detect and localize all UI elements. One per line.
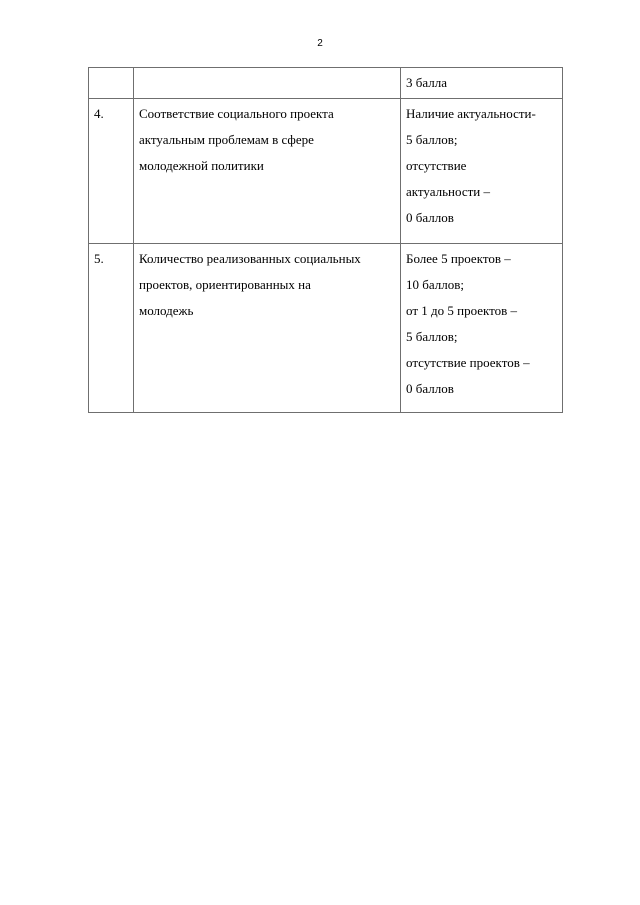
criterion-line: молодежь [139, 303, 194, 318]
score-line: 0 баллов [406, 381, 454, 396]
cell-score [401, 244, 563, 413]
cell-number: 5. [89, 244, 134, 413]
score-line: 3 балла [406, 75, 447, 90]
score-line: Наличие актуальности- [406, 106, 536, 121]
criterion-line: Количество реализованных социальных [139, 251, 361, 266]
table-row-continuation [89, 68, 563, 99]
score-line: 5 баллов; [406, 132, 458, 147]
score-line: отсутствие проектов – [406, 355, 530, 370]
score-line: актуальности – [406, 184, 490, 199]
criterion-line: актуальным проблемам в сфере [139, 132, 314, 147]
score-line: 5 баллов; [406, 329, 458, 344]
criterion-line: Соответствие социального проекта [139, 106, 334, 121]
score-line: 0 баллов [406, 210, 454, 225]
score-line: от 1 до 5 проектов – [406, 303, 518, 318]
score-line: отсутствие [406, 158, 467, 173]
cell-score [401, 68, 563, 99]
cell-number: 4. [89, 99, 134, 244]
cell-criterion [134, 68, 401, 99]
score-line: Более 5 проектов – [406, 251, 511, 266]
criteria-table [88, 67, 563, 413]
cell-number [89, 68, 134, 99]
criterion-line: проектов, ориентированных на [139, 277, 311, 292]
cell-criterion [134, 99, 401, 244]
criterion-line: молодежной политики [139, 158, 264, 173]
page-number: 2 [317, 38, 323, 49]
table-row-4 [89, 99, 563, 244]
cell-score [401, 99, 563, 244]
cell-criterion [134, 244, 401, 413]
score-line: 10 баллов; [406, 277, 464, 292]
table-row-5 [89, 244, 563, 413]
